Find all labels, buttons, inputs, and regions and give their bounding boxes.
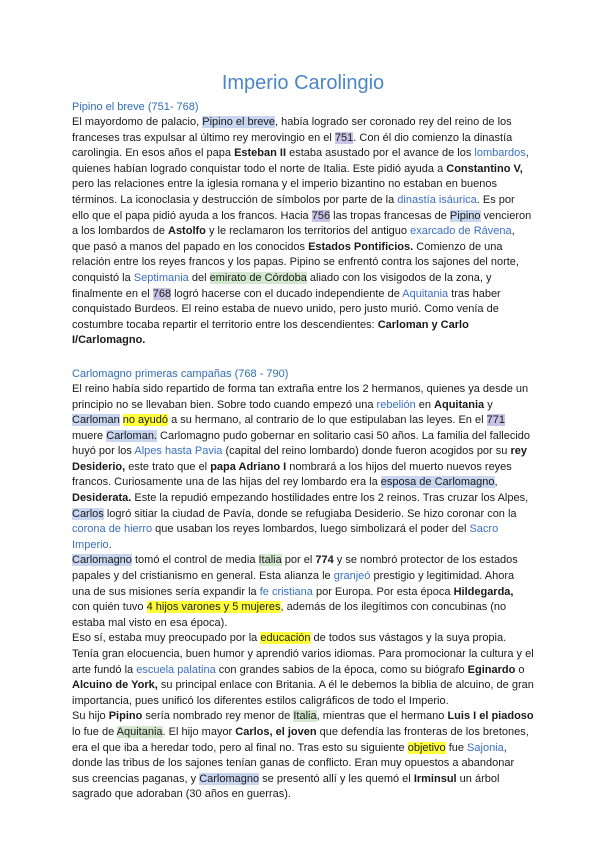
text-run: , [494, 476, 498, 489]
term-link: Aquitania [402, 287, 449, 300]
text-run: y se nombró protector de los estados papales y del cristianismo en general. Esta alianza le [72, 554, 518, 583]
text-run: prestigio y legitimidad. Ahora una de sus misiones sería expandir la [72, 570, 515, 598]
section-heading-pipino: Pipino el breve (751- 768) [72, 101, 199, 113]
term-link: dinastía isáurica [397, 193, 477, 206]
text-run: Comienzo de una relación entre los reyes francos y los papas. Pipino se enfrentó contra los sajones del norte, conquistó la [72, 240, 519, 284]
text-run: sería nombrado rey menor de [142, 710, 294, 723]
text-run: tomó el control de media [131, 554, 259, 567]
highlighted-text: Italia [258, 554, 282, 567]
text-run: logró sitiar la ciudad de Pavía, donde se refugiaba Desiderio. Se hizo coronar con la [103, 507, 517, 520]
text-run: , además de los ilegítimos con concubinas (no estaba mal visto en esa época). [72, 601, 507, 629]
paragraph-carlomagno-3 [72, 631, 534, 709]
highlighted-text: Carlomagno [199, 772, 260, 785]
text-run: Eso sí, estaba muy preocupado por la [72, 632, 261, 645]
document-title: Imperio Carolingio [221, 72, 385, 94]
bold-term: Carlos, el joven [235, 725, 317, 738]
term-link: Sajonia [467, 741, 504, 754]
highlighted-text: esposa de Carlomagno [380, 476, 495, 489]
bold-term: Esteban II [234, 147, 287, 160]
text-run: , quienes habían logrado conquistar todo el norte de Italia. Este pidió ayuda a [72, 147, 529, 175]
text-run: , había logrado ser coronado rey del reino de los franceses tras expulsar al último rey merovingio en el [72, 116, 512, 144]
term-link: Sacro Imperio [72, 523, 499, 551]
text-run: lo fue de [72, 725, 117, 738]
bold-term: Hildegarda, [453, 585, 514, 598]
text-run: este trato que el [125, 460, 211, 473]
text-run: a su hermano, al contrario de lo que estipulaban las leyes. En el [168, 414, 487, 427]
term-link: corona de hierro [72, 523, 153, 536]
term-link: Alpes hasta Pavia [134, 445, 223, 458]
text-run: Carlomagno pudo gobernar en solitario casi 50 años. La familia del fallecido huyó por los [72, 429, 531, 458]
bold-term: rey Desiderio, [72, 445, 527, 473]
paragraph-pipino [72, 115, 534, 349]
text-run: El reino había sido repartido de forma tan extraña entre los 2 hermanos, quienes ya desde un principio no se llevaban bien. Sobre todo cuando empezó una [72, 382, 529, 411]
paragraph-carlomagno-4 [72, 709, 534, 803]
text-run: . El hijo mayor [162, 725, 236, 738]
text-run: logró hacerse con el ducado independiente de [171, 287, 403, 300]
highlighted-text: 4 hijos varones y 5 mujeres [146, 601, 281, 614]
highlighted-text: 768 [152, 287, 172, 300]
text-run: las tropas francesas de [330, 209, 450, 222]
highlighted-text: Carloman. [106, 429, 157, 442]
text-run: estaba asustado por el avance de los [286, 147, 475, 160]
section-heading-carlomagno: Carlomagno primeras campañas (768 - 790) [72, 367, 289, 380]
highlighted-text: 751 [334, 131, 354, 144]
highlighted-text: no ayudó [122, 414, 169, 427]
text-run: . [108, 538, 112, 551]
bold-term: Astolfo [168, 225, 206, 238]
text-run: que usaban los reyes lombardos, luego simbolizará el poder del [152, 523, 470, 536]
text-run: con grandes sabios de la época, como su biógrafo [215, 663, 468, 676]
highlighted-text: objetivo [407, 741, 446, 754]
paragraph-carlomagno-2 [72, 553, 534, 631]
text-run: y le reclamaron los territorios del antiguo [205, 225, 411, 238]
text-run: con quién tuvo [72, 601, 147, 614]
bold-term: Carloman y Carlo I/Carlomagno. [72, 318, 469, 347]
bold-term: Irminsul [413, 772, 457, 785]
text-run: Este la repudió empezando hostilidades entre los 2 reinos. Tras cruzar los Alpes, [131, 492, 529, 505]
text-run: pero las relaciones entre la iglesia romana y el imperio bizantino no estaban en buenos términos. La iconoclasia y destrucción de símbolos por parte de la [72, 178, 497, 206]
bold-term: Estados Pontificios. [308, 240, 414, 253]
text-run: Su hijo [72, 710, 109, 723]
highlighted-text: Carloman [72, 414, 120, 427]
text-run: . Con él dio comienzo la dinastía carolingia. En esos años el papa [72, 131, 513, 160]
text-run: y [484, 398, 493, 411]
text-run: en [415, 398, 435, 411]
bold-term: 774 [315, 554, 334, 567]
text-run: que defendía las fronteras de los bretones, era el que iba a heredar todo, pero al final no. Tras esto su siguiente [72, 725, 529, 754]
highlighted-text: 771 [486, 414, 505, 427]
bold-term: Eginardo [467, 663, 516, 676]
highlighted-text: Carlos [72, 507, 104, 520]
text-run: o [515, 663, 525, 676]
term-link: Septimania [133, 271, 189, 284]
text-run: por el [281, 554, 316, 567]
text-run: (capital del reino lombardo) donde fueron acogidos por su [222, 445, 511, 458]
text-run: , donde las tribus de los sajones tenían ganas de conflicto. Eran muy opuestos a abandonar sus creencias paganas, y [72, 741, 515, 785]
text-run: del [188, 271, 210, 284]
text-run: . Es por ello que el papa pidió ayuda a los francos. Hacia [72, 193, 515, 222]
highlighted-text: Italia [293, 710, 317, 723]
text-run: , que pasó a manos del papado en los conocidos [72, 225, 515, 253]
text-run: vencieron a los lombardos de [72, 209, 532, 238]
highlighted-text: emirato de Córdoba [209, 271, 307, 284]
highlighted-text: 756 [311, 209, 331, 222]
text-run: su principal enlace con Britania. A él le debemos la biblia de alcuino, de gran importancia, pues unificó los diferentes estilos caligráficos de todo el Imperio. [72, 679, 534, 707]
highlighted-text: Carlomagno [72, 554, 132, 567]
bold-term: Luis I el piadoso [447, 710, 534, 723]
text-run: aliado con los visigodos de la zona, y finalmente en el [72, 271, 492, 300]
bold-term: Desiderata. [72, 492, 132, 505]
text-run: de todos sus vástagos y la suya propia. Tenía gran elocuencia, buen humor y aprendió varios idiomas. Para promocionar la cultura y el arte fundó la [72, 632, 534, 676]
text-run: fue [445, 741, 468, 754]
text-run: , mientras que el hermano [316, 710, 448, 723]
term-link: granjeó [333, 570, 371, 583]
text-run: se presentó allí y les quemó el [259, 772, 414, 785]
term-link: rebelión [376, 398, 416, 411]
bold-term: Constantino V, [446, 162, 523, 175]
section-gap [72, 349, 534, 367]
highlighted-text: Pipino [449, 209, 481, 222]
text-run: un árbol sagrado que adoraban (30 años en guerras). [72, 772, 500, 801]
text-run: tras haber conquistado Burdeos. El reino estaba de nuevo unido, pero justo murió. Como venía de costumbre tocaba repartir el territorio entre los descendientes: [72, 287, 501, 331]
document-page [72, 70, 534, 803]
bold-term: Alcuino de York, [72, 679, 158, 692]
highlighted-text: educación [260, 632, 311, 645]
highlighted-text: Aquitania [116, 725, 163, 738]
term-link: fe cristiana [259, 585, 313, 598]
bold-term: Aquitania [434, 398, 485, 411]
term-link: exarcado de Rávena [410, 225, 512, 238]
highlighted-text: Pipino el breve [202, 116, 276, 128]
text-run: nombrará a los hijos del muerto nuevos reyes francos. Curiosamente una de las hijas del rey lombardo era la [72, 460, 512, 489]
text-run: muere [72, 429, 107, 442]
text-run: por Europa. Por esta época [312, 585, 454, 598]
bold-term: papa Adriano I [210, 460, 287, 473]
term-link: escuela palatina [136, 663, 216, 676]
term-link: lombardos [474, 147, 526, 160]
bold-term: Pipino [108, 710, 143, 723]
paragraph-carlomagno-1 [72, 382, 534, 554]
text-run: El mayordomo de palacio, [72, 116, 203, 128]
